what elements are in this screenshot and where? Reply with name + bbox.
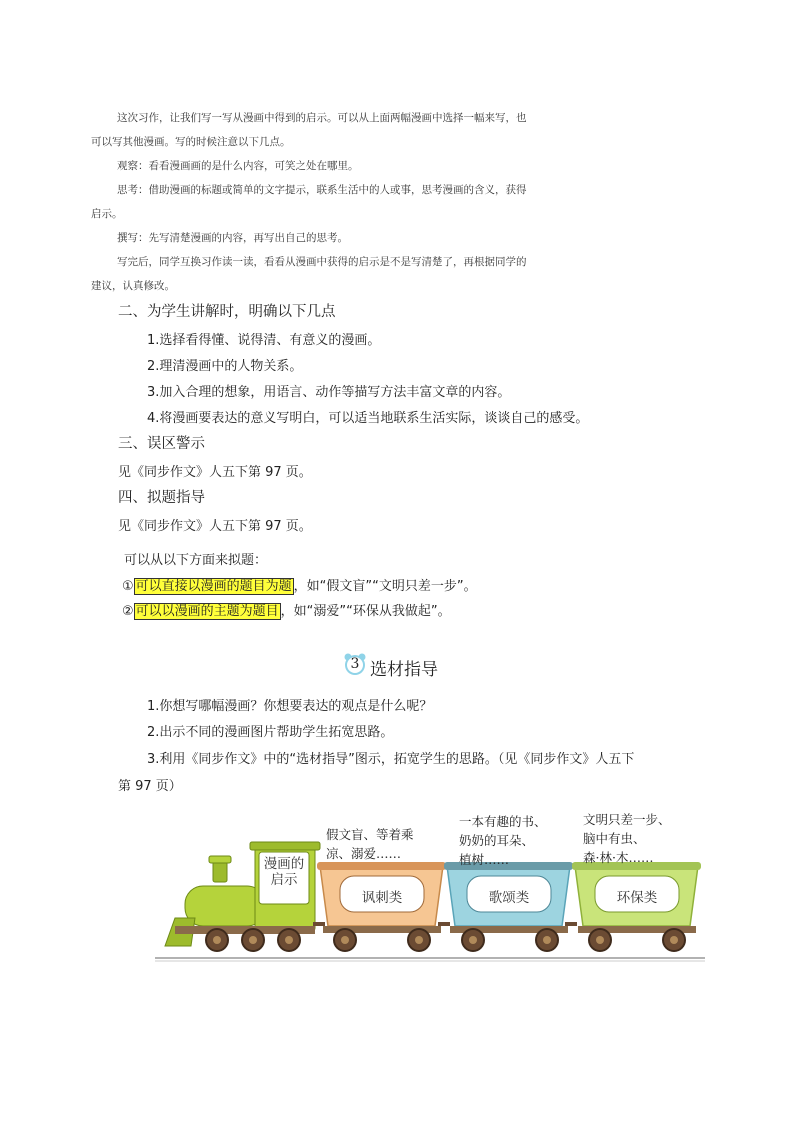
intro-line: 可以写其他漫画。写的时候注意以下几点。: [91, 136, 291, 148]
section-heading: 四、拟题指导: [118, 490, 205, 506]
car-category-label: 歌颂类: [488, 890, 530, 906]
option-rest: ，如“假文盲”“文明只差一步”。: [293, 579, 477, 594]
option-number: ①: [122, 579, 134, 594]
intro-line: 观察：看看漫画画的是什么内容，可笑之处在哪里。: [117, 160, 359, 172]
engine-label: 漫画的 启示: [263, 856, 305, 888]
intro-line: 启示。: [91, 208, 123, 220]
highlight-text: 可以以漫画的主题为题目: [135, 604, 279, 619]
list-item: 第 97 页）: [118, 779, 182, 794]
list-item: 2.出示不同的漫画图片帮助学生拓宽思路。: [147, 725, 394, 740]
section-text: 见《同步作文》人五下第 97 页。: [118, 519, 312, 534]
highlight-text: 可以直接以漫画的题目为题: [135, 579, 292, 594]
title-option: [122, 600, 451, 619]
intro-paragraph: [91, 106, 557, 298]
list-item: 1.你想写哪幅漫画？你想要表达的观点是什么呢？: [147, 699, 433, 714]
car-category-label: 环保类: [616, 890, 658, 906]
list-item: 3.利用《同步作文》中的“选材指导”图示，拓宽学生的思路。（见《同步作文》人五下: [147, 752, 635, 767]
badge-icon: [343, 652, 367, 676]
section-heading: 三、误区警示: [118, 436, 205, 452]
intro-line: 思考：借助漫画的标题或简单的文字提示，联系生活中的人或事，思考漫画的含义，获得: [117, 184, 527, 196]
car-examples: 假文盲、等着乘 凉、溺爱……: [326, 827, 414, 861]
list-item: 1.选择看得懂、说得清、有意义的漫画。: [147, 333, 381, 348]
intro-line: 写完后，同学互换习作读一读，看看从漫画中获得的启示是不是写清楚了，再根据同学的: [117, 256, 527, 268]
car-examples: 文明只差一步、 脑中有虫、 森·林·木……: [583, 812, 671, 865]
car-examples: 一本有趣的书、 奶奶的耳朵、 植树……: [459, 814, 547, 867]
badge-number: 3: [350, 656, 360, 672]
section-text: 见《同步作文》人五下第 97 页。: [118, 465, 312, 480]
list-item: 4.将漫画要表达的意义写明白，可以适当地联系生活实际，谈谈自己的感受。: [147, 411, 589, 426]
option-rest: ，如“溺爱”“环保从我做起”。: [280, 604, 451, 619]
section-title: 选材指导: [370, 660, 438, 680]
car-category-label: 讽刺类: [361, 890, 403, 906]
title-option: [122, 575, 477, 594]
subheading: 可以从以下方面来拟题：: [124, 553, 268, 568]
list-item: 2.理清漫画中的人物关系。: [147, 359, 303, 374]
intro-line: 撰写：先写清楚漫画的内容，再写出自己的思考。: [117, 232, 348, 244]
option-number: ②: [122, 604, 134, 619]
list-item: 3.加入合理的想象，用语言、动作等描写方法丰富文章的内容。: [147, 385, 511, 400]
intro-line: 建议，认真修改。: [91, 280, 175, 292]
section-heading: 二、为学生讲解时，明确以下几点: [118, 304, 336, 320]
intro-line: 这次习作，让我们写一写从漫画中得到的启示。可以从上面两幅漫画中选择一幅来写，也: [117, 112, 527, 124]
